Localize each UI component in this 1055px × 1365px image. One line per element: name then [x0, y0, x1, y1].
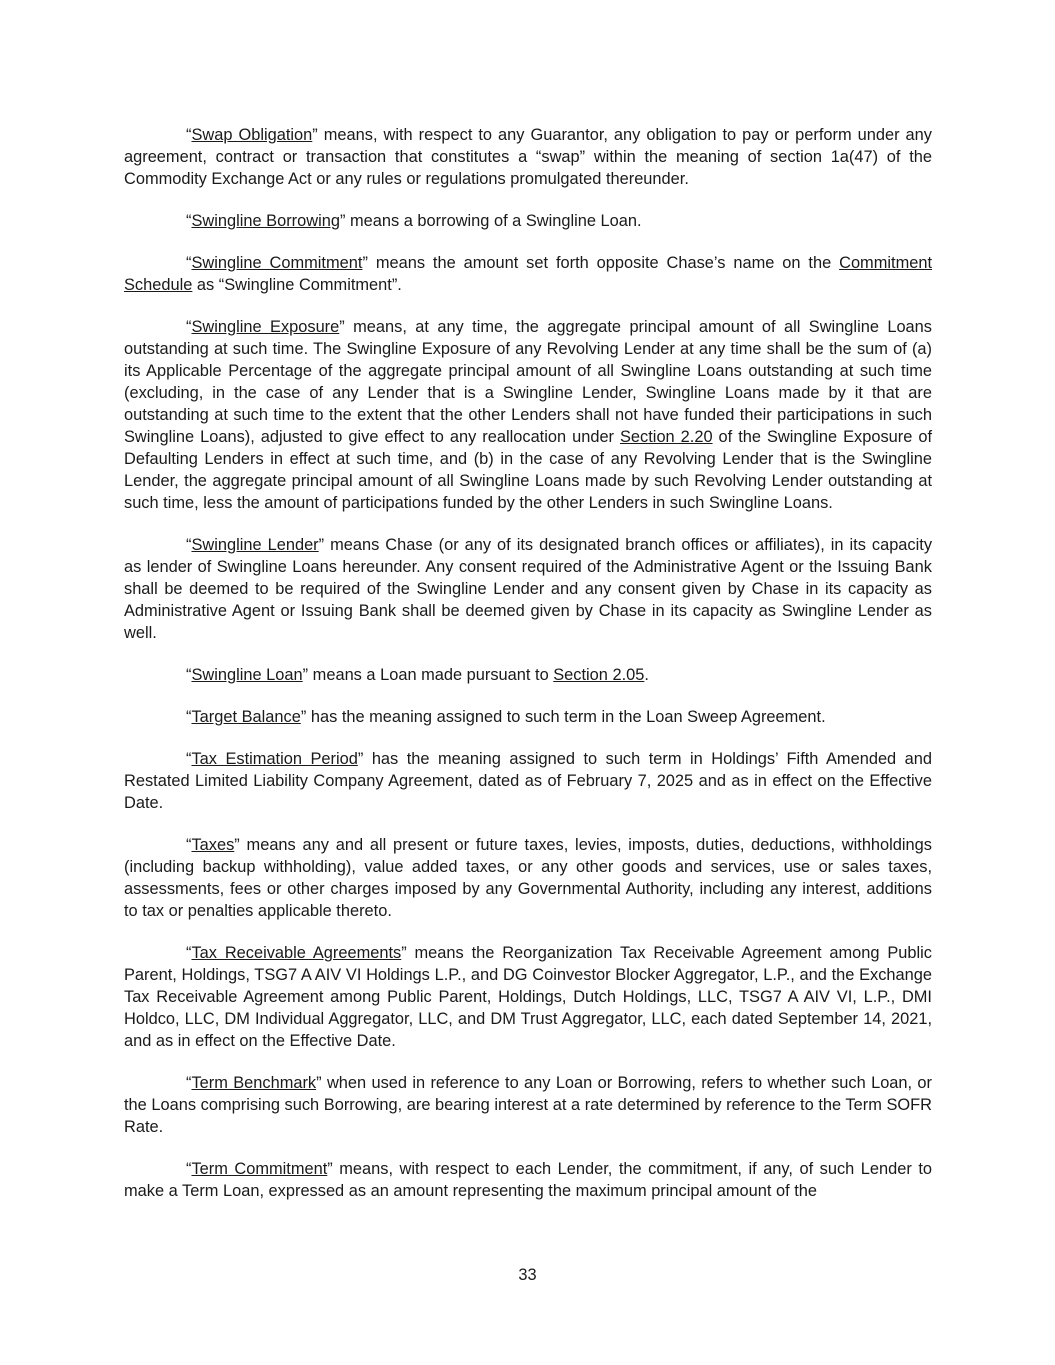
- definition-target-balance: “Target Balance” has the meaning assigned to such term in the Loan Sweep Agreement.: [186, 708, 826, 726]
- definition-text: when used in reference to any Loan or Borrowing, refers to whether such Loan, or the Loans comprising such Borrowing, are bearing interest at a rate determined by reference to the Term SOFR Rate.: [124, 1074, 933, 1136]
- definition-text: means any and all present or future taxes, levies, imposts, duties, deductions, withholdings (including backup withholding), value added taxes, or any other goods and services, use or sales taxes, assessments, fees or other charges imposed by any Governmental Authority, including any interest, additions to tax or penalties applicable thereto.: [124, 836, 932, 920]
- definition-swingline-borrowing: “Swingline Borrowing” means a borrowing of a Swingline Loan.: [186, 212, 642, 230]
- definition-text: .: [644, 666, 649, 684]
- defined-term: Tax Receivable Agreements: [191, 944, 402, 962]
- definition-text: of the Swingline Exposure of Defaulting Lenders in effect at such time, and (b) in the case of any Revolving Lender that is the Swingline Lender, the aggregate principal amount of all Swingline Loans made by such Revolving Lender outstanding at such time, less the amount of participations funded by the other Lenders in such Swingline Loans.: [124, 428, 933, 512]
- definition-tax-receivable-agreements: “Tax Receivable Agreements” means the Reorganization Tax Receivable Agreement among Public Parent, Holdings, TSG7 A AIV VI Holdings L.P., and DG Coinvestor Blocker Aggregator, L.P., and the Exchange Tax Receivable Agreement among Public Parent, Holdings, Dutch Holdings, LLC, TSG7 A AIV VI, L.P., DMI Holdco, LLC, DM Individual Aggregator, LLC, and DM Trust Aggregator, LLC, each dated September 14, 2021, and as in effect on the Effective Date.: [124, 944, 932, 1050]
- defined-term: Swingline Loan: [191, 666, 303, 684]
- definition-text: as “Swingline Commitment”.: [192, 276, 402, 294]
- definition-swingline-exposure: “Swingline Exposure” means, at any time, the aggregate principal amount of all Swingline Loans outstanding at such time. The Swingline Exposure of any Revolving Lender at any time shall be the sum of (a) its Applicable Percentage of the aggregate principal amount of all Swingline Loans outstanding at such time (excluding, in the case of any Lender that is a Swingline Lender, Swingline Loans made by it that are outstanding at such time to the extent that the other Lenders shall not have funded their participations in such Swingline Loans), adjusted to give effect to any reallocation under Section 2.20 of the Swingline Exposure of Defaulting Lenders in effect at such time, and (b) in the case of any Revolving Lender that is the Swingline Lender, the aggregate principal amount of all Swingline Loans made by such Revolving Lender outstanding at such time, less the amount of participations funded by the other Lenders in such Swingline Loans.: [124, 318, 933, 512]
- definition-term-benchmark: “Term Benchmark” when used in reference to any Loan or Borrowing, refers to whether such Loan, or the Loans comprising such Borrowing, are bearing interest at a rate determined by reference to the Term SOFR Rate.: [124, 1074, 933, 1136]
- definition-tax-estimation-period: “Tax Estimation Period” has the meaning assigned to such term in Holdings’ Fifth Amended and Restated Limited Liability Company Agreement, dated as of February 7, 2025 and as in effect on the Effective Date.: [124, 750, 933, 812]
- definition-text: has the meaning assigned to such term in Holdings’ Fifth Amended and Restated Limited Liability Company Agreement, dated as of February 7, 2025 and as in effect on the Effective Date.: [124, 750, 933, 812]
- defined-term: Swingline Borrowing: [191, 212, 340, 230]
- defined-term: Term Commitment: [191, 1160, 328, 1178]
- definition-text: means the amount set forth opposite Chase’s name on the: [367, 254, 840, 272]
- cross-reference: Section 2.05: [553, 666, 645, 684]
- cross-reference: Commitment Schedule: [124, 254, 933, 294]
- defined-term: Tax Estimation Period: [191, 750, 358, 768]
- defined-term: Swingline Exposure: [191, 318, 340, 336]
- definition-text: means, with respect to any Guarantor, any obligation to pay or perform under any agreement, contract or transaction that constitutes a “swap” within the meaning of section 1a(47) of the Commodity Exchange Act or any rules or regulations promulgated thereunder.: [124, 126, 932, 188]
- definition-text: means Chase (or any of its designated branch offices or affiliates), in its capacity as lender of Swingline Loans hereunder. Any consent required of the Administrative Agent or the Issuing Bank shall be deemed to be required of the Swingline Lender and any consent given by Chase in its capacity as Administrative Agent or Issuing Bank shall be deemed given by Chase in its capacity as Swingline Lender as well.: [124, 536, 933, 642]
- definition-taxes: “Taxes” means any and all present or future taxes, levies, imposts, duties, deductions, withholdings (including backup withholding), value added taxes, or any other goods and services, use or sales taxes, assessments, fees or other charges imposed by any Governmental Authority, including any interest, additions to tax or penalties applicable thereto.: [124, 836, 932, 920]
- defined-term: Term Benchmark: [191, 1074, 317, 1092]
- definition-text: means the Reorganization Tax Receivable Agreement among Public Parent, Holdings, TSG7 A AIV VI Holdings L.P., and DG Coinvestor Blocker Aggregator, L.P., and the Exchange Tax Receivable Agreement among Public Parent, Holdings, Dutch Holdings, LLC, TSG7 A AIV VI, L.P., DMI Holdco, LLC, DM Individual Aggregator, LLC, and DM Trust Aggregator, LLC, each dated September 14, 2021, and as in effect on the Effective Date.: [124, 944, 932, 1050]
- defined-term: Swap Obligation: [191, 126, 313, 144]
- definition-text: means, at any time, the aggregate principal amount of all Swingline Loans outstanding at such time. The Swingline Exposure of any Revolving Lender at any time shall be the sum of (a) its Applicable Percentage of the aggregate principal amount of all Swingline Loans outstanding at such time (excluding, in the case of any Lender that is a Swingline Lender, Swingline Loans made by it that are outstanding at such time to the extent that the other Lenders shall not have funded their participations in such Swingline Loans), adjusted to give effect to any reallocation under: [124, 318, 932, 446]
- definition-term-commitment: “Term Commitment” means, with respect to each Lender, the commitment, if any, of such Lender to make a Term Loan, expressed as an amount representing the maximum principal amount of the: [124, 1160, 932, 1200]
- page-number: 33: [518, 1266, 537, 1284]
- definition-text: means a Loan made pursuant to: [308, 666, 554, 684]
- defined-term: Taxes: [191, 836, 235, 854]
- document-page: [124, 124, 932, 1222]
- definition-swingline-loan: “Swingline Loan” means a Loan made pursuant to Section 2.05.: [186, 666, 649, 684]
- definition-text: has the meaning assigned to such term in the Loan Sweep Agreement.: [306, 708, 826, 726]
- definition-swap-obligation: “Swap Obligation” means, with respect to any Guarantor, any obligation to pay or perform under any agreement, contract or transaction that constitutes a “swap” within the meaning of section 1a(47) of the Commodity Exchange Act or any rules or regulations promulgated thereunder.: [124, 126, 932, 188]
- cross-reference: Section 2.20: [620, 428, 713, 446]
- defined-term: Swingline Commitment: [191, 254, 363, 272]
- defined-term: Target Balance: [191, 708, 301, 726]
- defined-term: Swingline Lender: [191, 536, 319, 554]
- definition-swingline-lender: “Swingline Lender” means Chase (or any of its designated branch offices or affiliates), in its capacity as lender of Swingline Loans hereunder. Any consent required of the Administrative Agent or the Issuing Bank shall be deemed to be required of the Swingline Lender and any consent given by Chase in its capacity as Administrative Agent or Issuing Bank shall be deemed given by Chase in its capacity as Swingline Lender as well.: [124, 536, 933, 642]
- definition-swingline-commitment: “Swingline Commitment” means the amount set forth opposite Chase’s name on the Commitment Schedule as “Swingline Commitment”.: [124, 254, 933, 294]
- definition-text: means, with respect to each Lender, the commitment, if any, of such Lender to make a Term Loan, expressed as an amount representing the maximum principal amount of the: [124, 1160, 932, 1200]
- definition-text: means a borrowing of a Swingline Loan.: [345, 212, 642, 230]
